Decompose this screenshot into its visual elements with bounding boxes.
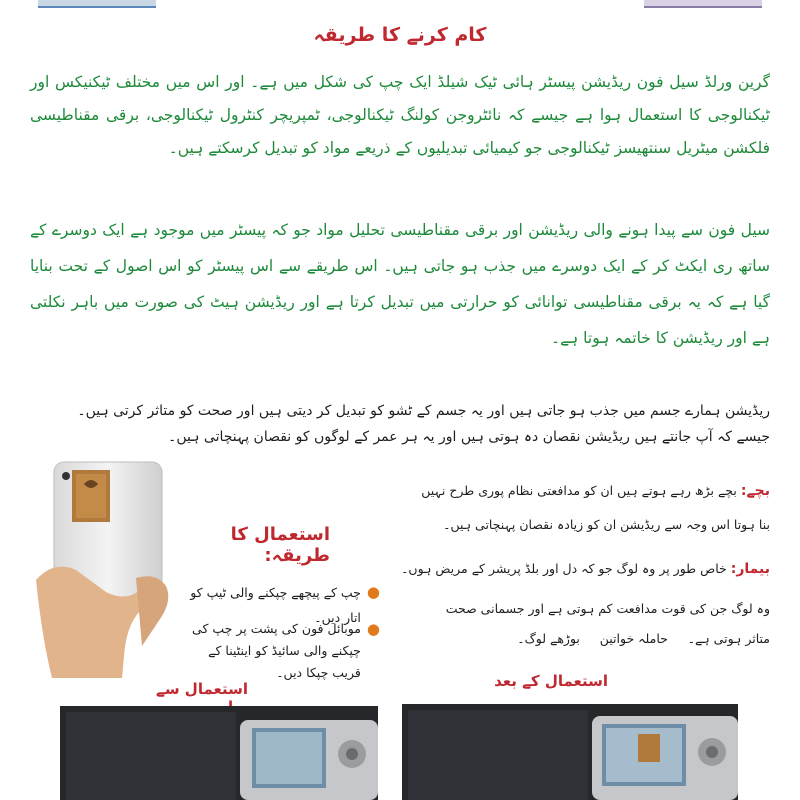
pregnant-label: حاملہ خواتین	[599, 631, 668, 646]
patients-label: بیمار:	[730, 561, 770, 577]
patients-text-2: وہ لوگ جن کی قوت مدافعت کم ہوتی ہے اور جسمانی صحت	[445, 601, 770, 616]
after-device-photo	[402, 704, 738, 800]
page-heading: کام کرنے کا طریقہ	[313, 24, 487, 46]
children-text-2: بنا ہوتا اس وجہ سے ریڈیشن ان کو زیادہ نقصان پہنچاتی ہیں۔	[443, 517, 770, 532]
usage-step-2-text: موبائل فون کی پشت پر چپ کی چپکنے والی سائیڈ کو اینٹینا کے قریب چپکا دیں۔	[192, 621, 361, 680]
before-device-photo	[60, 706, 378, 800]
before-label: استعمال سے	[156, 680, 248, 698]
usage-title: استعمال کا طریقہ:	[230, 524, 330, 566]
top-image-fragment-right	[644, 0, 762, 8]
paragraph-mechanism: سیل فون سے پیدا ہونے والی ریڈیشن اور برقی مقناطیسی تحلیل مواد جو کہ پیسٹر میں موجود ہے ایک دوسرے کے ساتھ ری ایکٹ کر کے ایک دوسرے میں جذب ہو جاتی ہیں۔ اس طریقے سے اس پیسٹر کو اس اصول کے تحت بنایا گیا ہے کہ یہ برقی مقناطیسی توانائی کو حرارتی میں تبدیل کرتا ہے اور ریڈیشن ہیٹ کی صورت میں باہر نکلتی ہے اور ریڈیشن کا خاتمہ ہوتا ہے۔	[30, 221, 770, 347]
patients-text-1: خاص طور پر وہ لوگ جو کہ دل اور بلڈ پریشر کے مریض ہوں۔	[401, 561, 727, 576]
paragraph-intro: گرین ورلڈ سیل فون ریڈیشن پیسٹر ہائی ٹیک شیلڈ ایک چپ کی شکل میں ہے۔ اور اس میں مختلف ٹیکنیکس اور ٹیکنالوجی کا استعمال ہوا ہے جیسے کہ نائٹروجن کولنگ ٹیکنالوجی، ٹمپریچر کنٹرول ٹیکنالوجی، برقی مقناطیسی فلکشن میٹریل سنتھیسز ٹیکنالوجی جو کیمیائی تبدیلیوں کے ذریعے مواد کو تبدیل کرسکتے ہیں۔	[30, 73, 770, 157]
patients-text-3: متاثر ہوتی ہے۔	[687, 631, 770, 646]
children-label: بچے:	[740, 483, 770, 499]
paragraph-effects-2: جیسے کہ آپ جانتے ہیں ریڈیشن نقصان دہ ہوتی ہیں اور یہ ہر عمر کے لوگوں کو نقصان پہنچاتی ہیں۔	[168, 429, 770, 445]
usage-step-2	[180, 618, 380, 684]
patients-row-3	[400, 626, 770, 651]
children-text-1: بچے بڑھ رہے ہوتے ہیں ان کو مدافعتی نظام پوری طرح نہیں	[421, 483, 737, 498]
usage-step-1-text: چپ کے پیچھے چپکنے والی ٹیپ کو اتار دیں۔	[190, 585, 361, 625]
children-row	[400, 478, 770, 504]
paragraph-effects-1: ریڈیشن ہمارے جسم میں جذب ہو جاتی ہیں اور یہ جسم کے ٹشو کو تبدیل کر دیتی ہیں اور صحت کو متاثر کرتی ہیں۔	[77, 403, 770, 419]
bullet-icon: ●	[366, 583, 380, 601]
top-image-fragment-left	[38, 0, 156, 8]
after-label: استعمال کے بعد	[494, 672, 608, 690]
bullet-icon: ●	[366, 620, 380, 638]
elderly-label: بوڑھے لوگ۔	[517, 631, 580, 646]
hand-phone-photo	[36, 460, 181, 678]
patients-row	[400, 556, 770, 582]
